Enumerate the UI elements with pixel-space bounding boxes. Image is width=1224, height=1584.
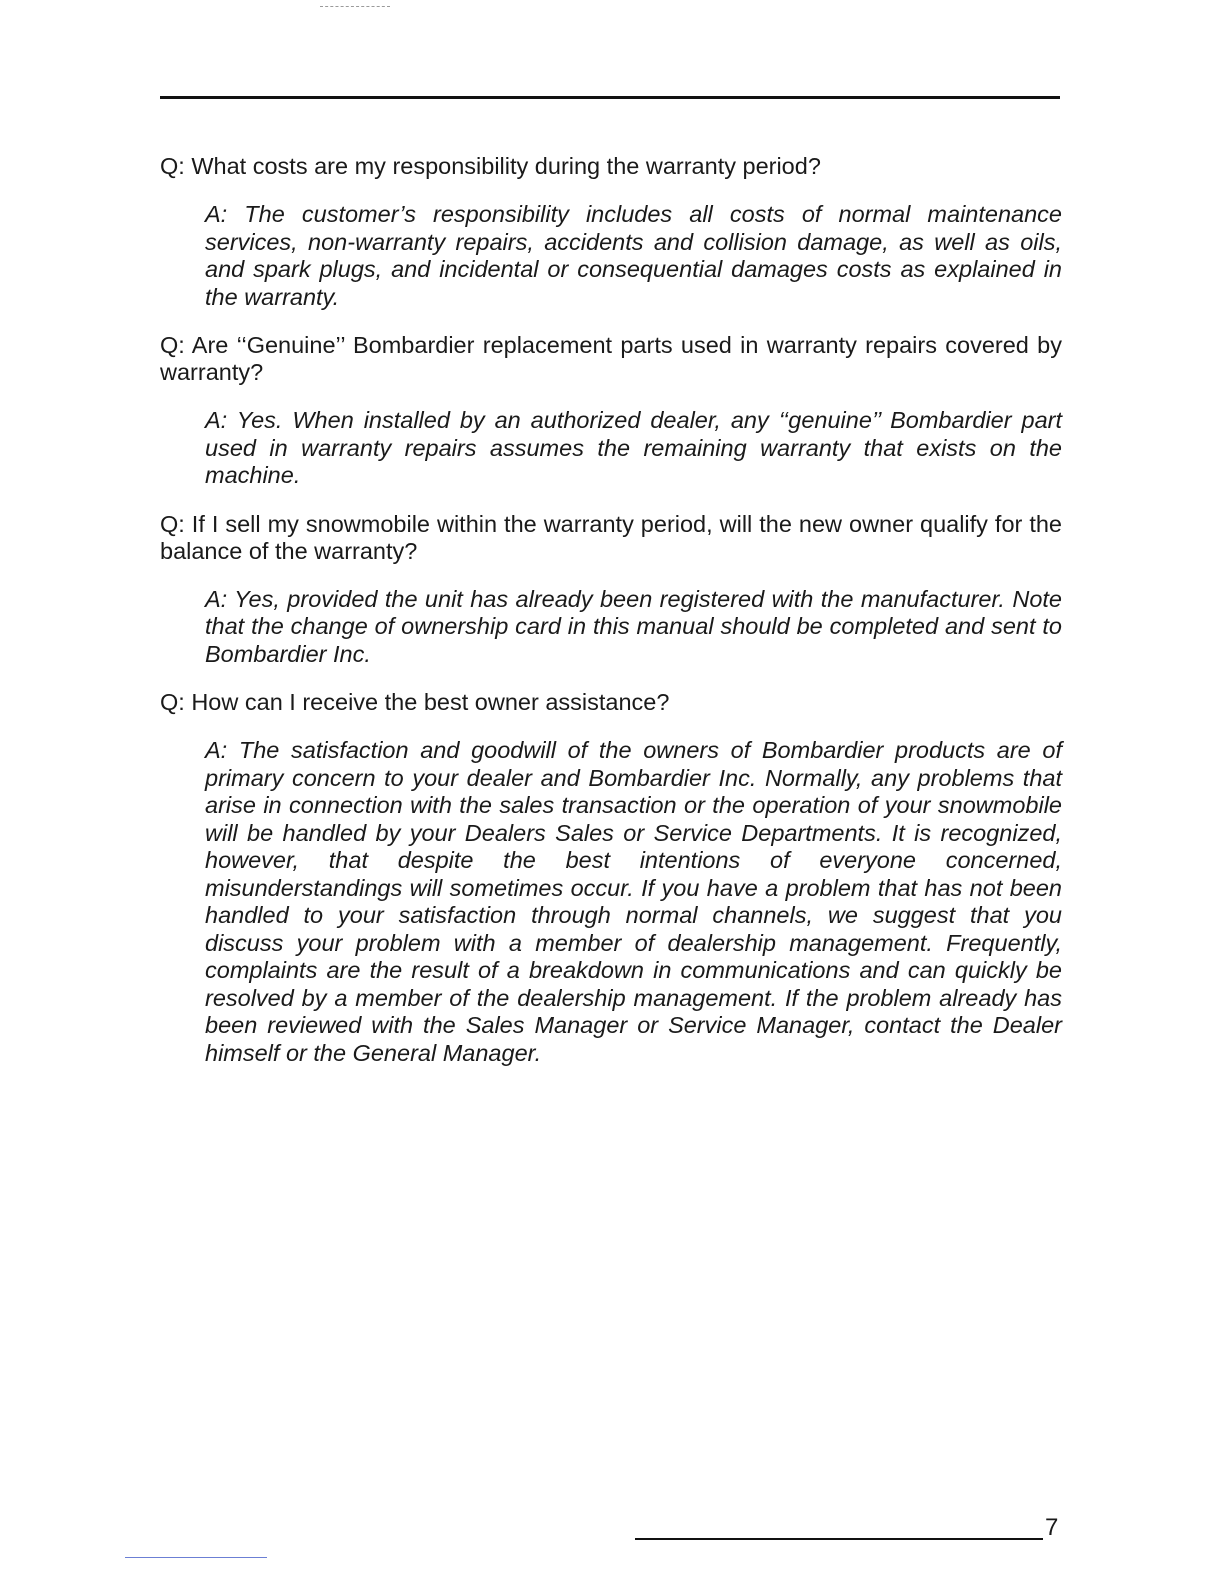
- faq-question: Q: What costs are my responsibility during the warranty period?: [160, 153, 821, 179]
- faq-item: [160, 332, 1062, 490]
- faq-answer: A: Yes, provided the unit has already been registered with the manufacturer. Note that the change of ownership card in this manual should be completed and sent to Bombardier Inc.: [205, 585, 1062, 667]
- faq-section: [160, 153, 1062, 1067]
- header-rule: [160, 96, 1060, 99]
- scan-mark-bottom: [125, 1557, 267, 1558]
- faq-answer: A: Yes. When installed by an authorized dealer, any ‘‘genuine’’ Bombardier part used in warranty repairs assumes the remaining warranty that exists on the machine.: [205, 407, 1062, 488]
- faq-answer: A: The customer’s responsibility includes all costs of normal maintenance services, non-warranty repairs, accidents and collision damage, as well as oils, and spark plugs, and incidental or consequential damages costs as explained in the warranty.: [205, 201, 1062, 310]
- scan-mark-top: [320, 6, 390, 8]
- faq-item: [160, 511, 1062, 669]
- faq-item: [160, 689, 1062, 1067]
- faq-question: Q: Are ‘‘Genuine’’ Bombardier replacement parts used in warranty repairs covered by warranty?: [160, 332, 1062, 385]
- faq-answer: A: The satisfaction and goodwill of the owners of Bombardier products are of primary concern to your dealer and Bombardier Inc. Normally, any problems that arise in connection with the sales transaction or the operation of your snowmobile will be handled by your Dealers Sales or Service Departments. It is recognized, however, that despite the best intentions of everyone concerned, misunderstandings will sometimes occur. If you have a problem that has not been handled to your satisfaction through normal channels, we suggest that you discuss your problem with a member of dealership management. Frequently, complaints are the result of a breakdown in communications and can quickly be resolved by a member of the dealership management. If the problem already has been reviewed with the Sales Manager or Service Manager, contact the Dealer himself or the General Manager.: [205, 737, 1062, 1066]
- footer-rule: [635, 1538, 1043, 1540]
- page-number: 7: [1045, 1514, 1059, 1541]
- faq-item: [160, 153, 1062, 311]
- faq-question: Q: How can I receive the best owner assistance?: [160, 689, 670, 715]
- faq-question: Q: If I sell my snowmobile within the warranty period, will the new owner qualify for the balance of the warranty?: [160, 510, 1062, 564]
